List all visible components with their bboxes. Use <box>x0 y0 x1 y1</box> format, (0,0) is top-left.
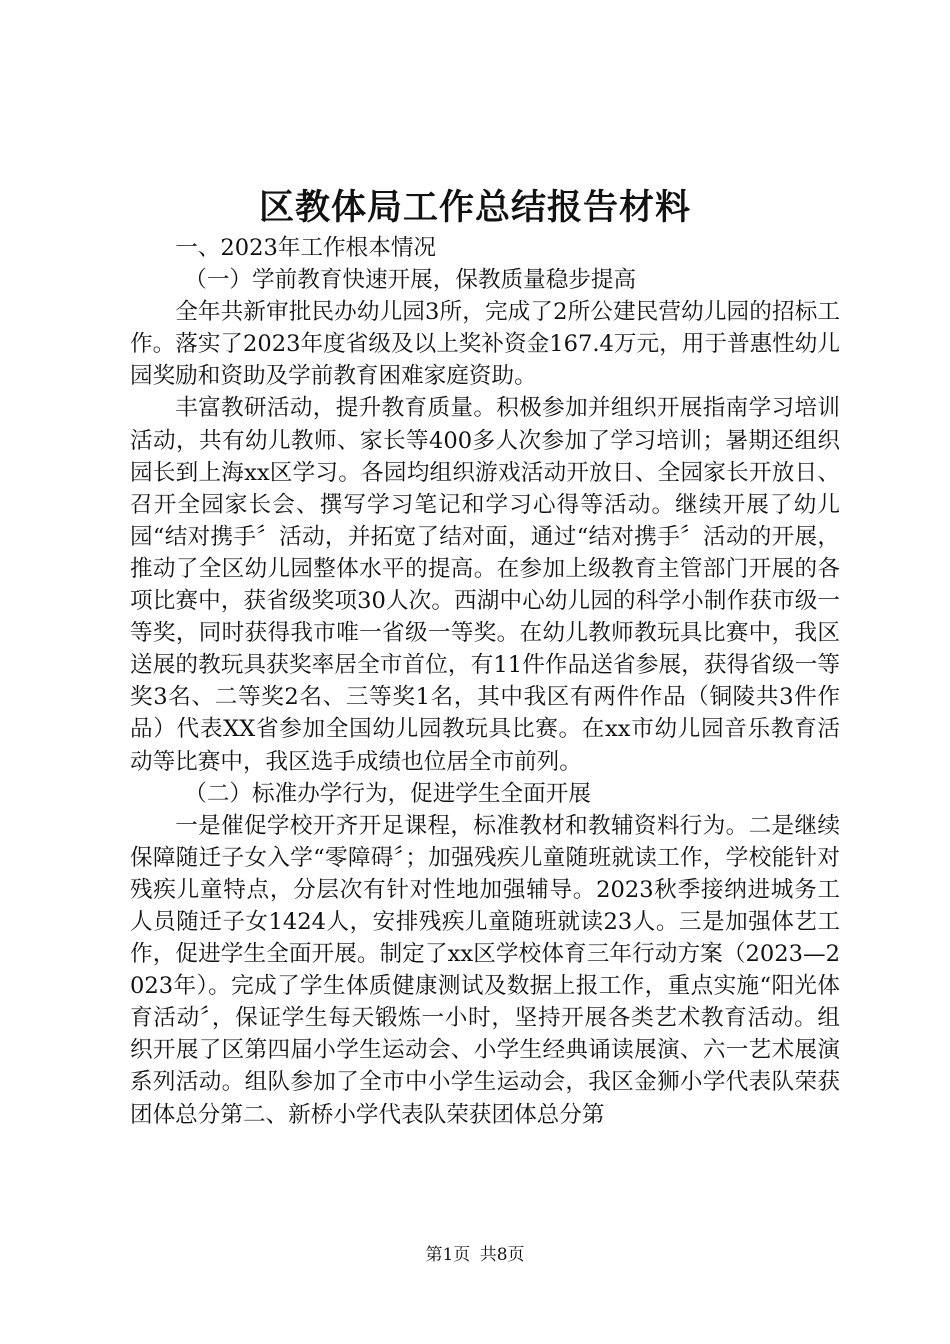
page-number: 第1页 <box>425 1245 471 1265</box>
paragraph: 一是催促学校开齐开足课程，标准教材和教辅资料行为。二是继续保障随迁子女入学“零障碍〞；加强残疾儿童随班就读工作，学校能针对残疾儿童特点，分层次有针对性地加强辅导。2023秋季接纳进城务工人员随迁子女1424人，安排残疾儿童随班就读23人。三是加强体艺工作，促进学生全面开展。制定了xx区学校体育三年行动方案（2023—2023年）。完成了学生体质健康测试及数据上报工作，重点实施“阳光体育活动〞，保证学生每天锻炼一小时，坚持开展各类艺术教育活动。组织开展了区第四届小学生运动会、小学生经典诵读展演、六一艺术展演系列活动。组队参加了全市中小学生运动会，我区金狮小学代表队荣获团体总分第二、新桥小学代表队荣获团体总分第 <box>130 812 840 1128</box>
document-body <box>130 232 840 1131</box>
page-total: 共8页 <box>479 1245 525 1265</box>
paragraph: 丰富教研活动，提升教育质量。积极参加并组织开展指南学习培训活动，共有幼儿教师、家长等400多人次参加了学习培训；暑期还组织园长到上海xx区学习。各园均组织游戏活动开放日、全园家长开放日、召开全园家长会、撰写学习笔记和学习心得等活动。继续开展了幼儿园“结对携手〞活动，并拓宽了结对面，通过“结对携手〞活动的开展，推动了全区幼儿园整体水平的提高。在参加上级教育主管部门开展的各项比赛中，获省级奖项30人次。西湖中心幼儿园的科学小制作获市级一等奖，同时获得我市唯一省级一等奖。在幼儿教师教玩具比赛中，我区送展的教玩具获奖率居全市首位，有11件作品送省参展，获得省级一等奖3名、二等奖2名、三等奖1名，其中我区有两件作品（铜陵共3件作品）代表XX省参加全国幼儿园教玩具比赛。在xx市幼儿园音乐教育活动等比赛中，我区选手成绩也位居全市前列。 <box>130 395 840 775</box>
section-subheading: （一）学前教育快速开展，保教质量稳步提高 <box>184 267 637 294</box>
section-subheading: （二）标准办学行为，促进学生全面开展 <box>184 780 591 807</box>
paragraph: 全年共新审批民办幼儿园3所，完成了2所公建民营幼儿园的招标工作。落实了2023年度省级及以上奖补资金167.4万元，用于普惠性幼儿园奖励和资助及学前教育困难家庭资助。 <box>130 299 840 390</box>
page-title: 区教体局工作总结报告材料 <box>258 187 691 228</box>
section-heading: 一、2023年工作根本情况 <box>175 235 437 261</box>
page-footer <box>0 1243 950 1267</box>
